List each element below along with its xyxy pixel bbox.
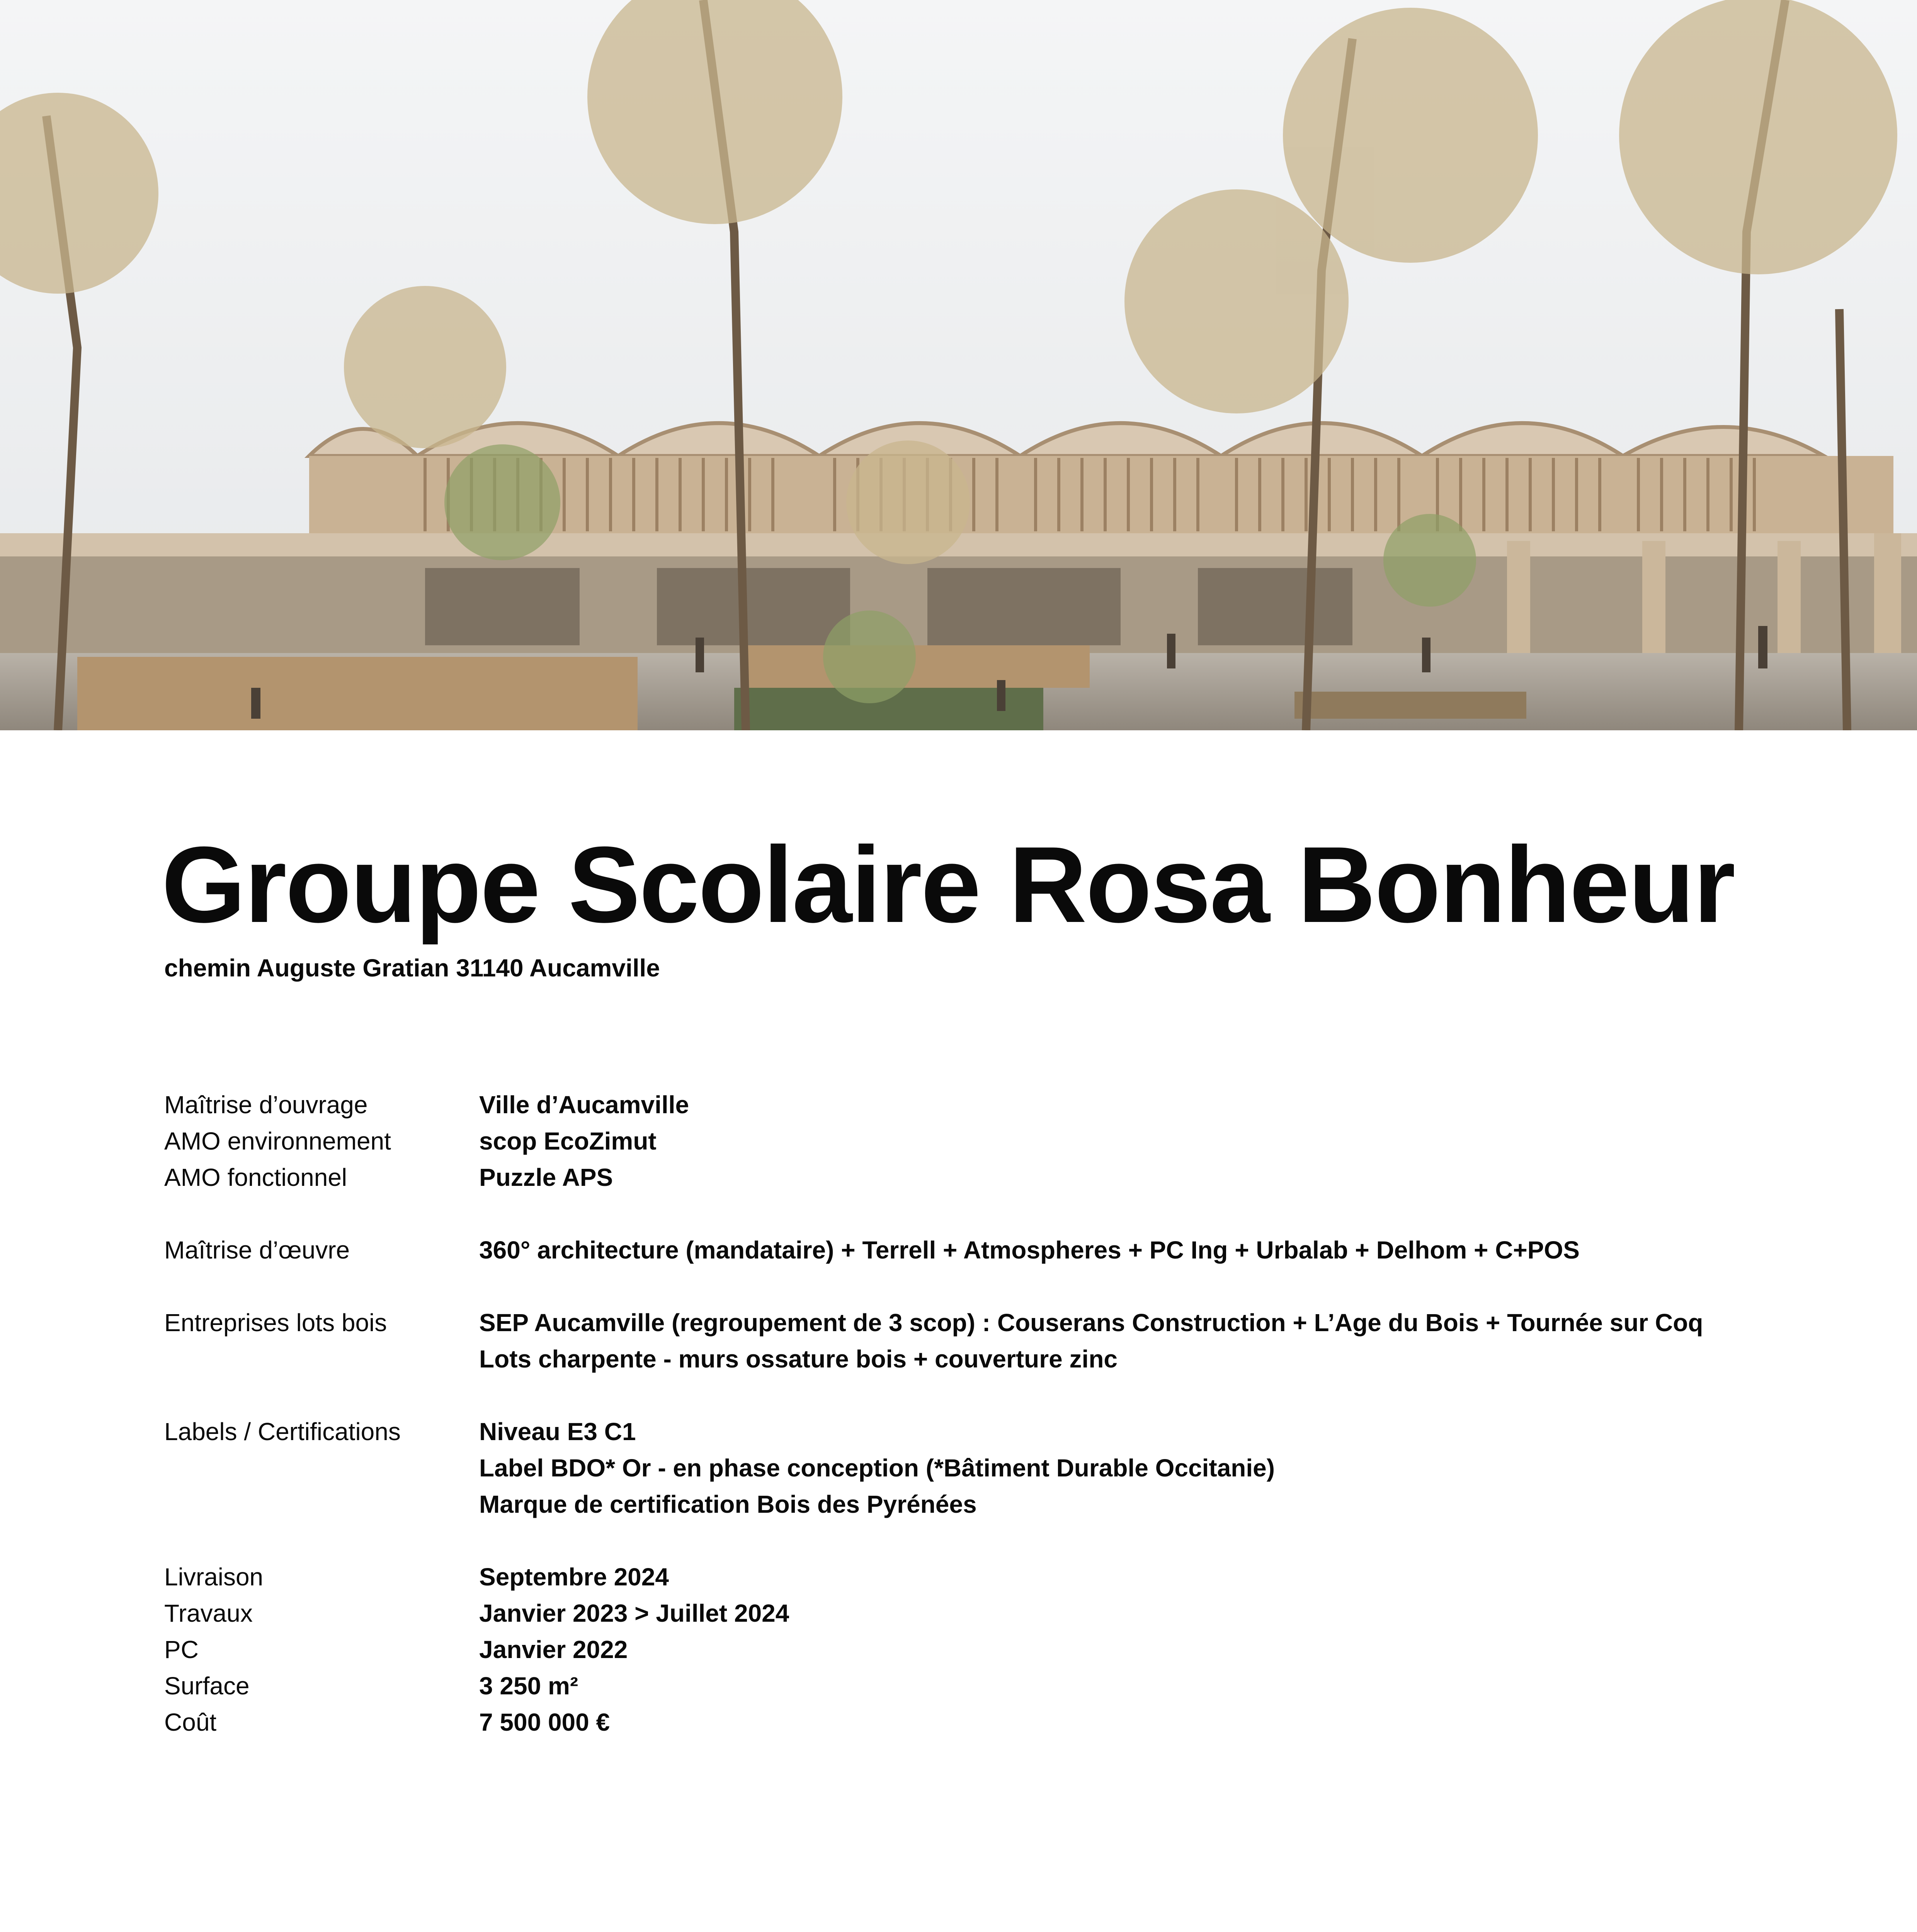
spec-value: Septembre 2024 [479, 1563, 669, 1591]
spec-value: Janvier 2023 > Juillet 2024 [479, 1599, 789, 1627]
spec-value: Marque de certification Bois des Pyrénées [479, 1490, 977, 1518]
spec-value: 3 250 m² [479, 1672, 578, 1700]
page-title: Groupe Scolaire Rosa Bonheur [162, 825, 1735, 945]
spec-label: Entreprises lots bois [164, 1309, 387, 1337]
spec-value: scop EcoZimut [479, 1127, 657, 1155]
spec-value: Label BDO* Or - en phase conception (*Bâtiment Durable Occitanie) [479, 1454, 1275, 1482]
spec-label: AMO fonctionnel [164, 1163, 347, 1191]
spec-label: Travaux [164, 1599, 253, 1627]
spec-value: Ville d’Aucamville [479, 1091, 689, 1119]
courtyard-render-image [0, 0, 1917, 730]
spec-value: 360° architecture (mandataire) + Terrell + Atmospheres + PC Ing + Urbalab + Delhom + C+POS [479, 1236, 1580, 1264]
spec-value: SEP Aucamville (regroupement de 3 scop) : Couserans Construction + L’Age du Bois + Tournée sur Coq [479, 1309, 1703, 1337]
spec-value: Puzzle APS [479, 1163, 613, 1191]
spec-label: Labels / Certifications [164, 1418, 401, 1446]
spec-label: Surface [164, 1672, 250, 1700]
spec-value: Janvier 2022 [479, 1636, 628, 1663]
spec-label: Maîtrise d’œuvre [164, 1236, 350, 1264]
courtyard-render-illustration [0, 0, 1917, 730]
spec-label: Coût [164, 1708, 217, 1736]
spec-label: Maîtrise d’ouvrage [164, 1091, 368, 1119]
spec-value: 7 500 000 € [479, 1708, 610, 1736]
project-address: chemin Auguste Gratian 31140 Aucamville [164, 954, 660, 982]
spec-value: Lots charpente - murs ossature bois + couverture zinc [479, 1345, 1118, 1373]
spec-label: Livraison [164, 1563, 264, 1591]
spec-label: PC [164, 1636, 199, 1663]
spec-value: Niveau E3 C1 [479, 1418, 636, 1446]
spec-label: AMO environnement [164, 1127, 391, 1155]
